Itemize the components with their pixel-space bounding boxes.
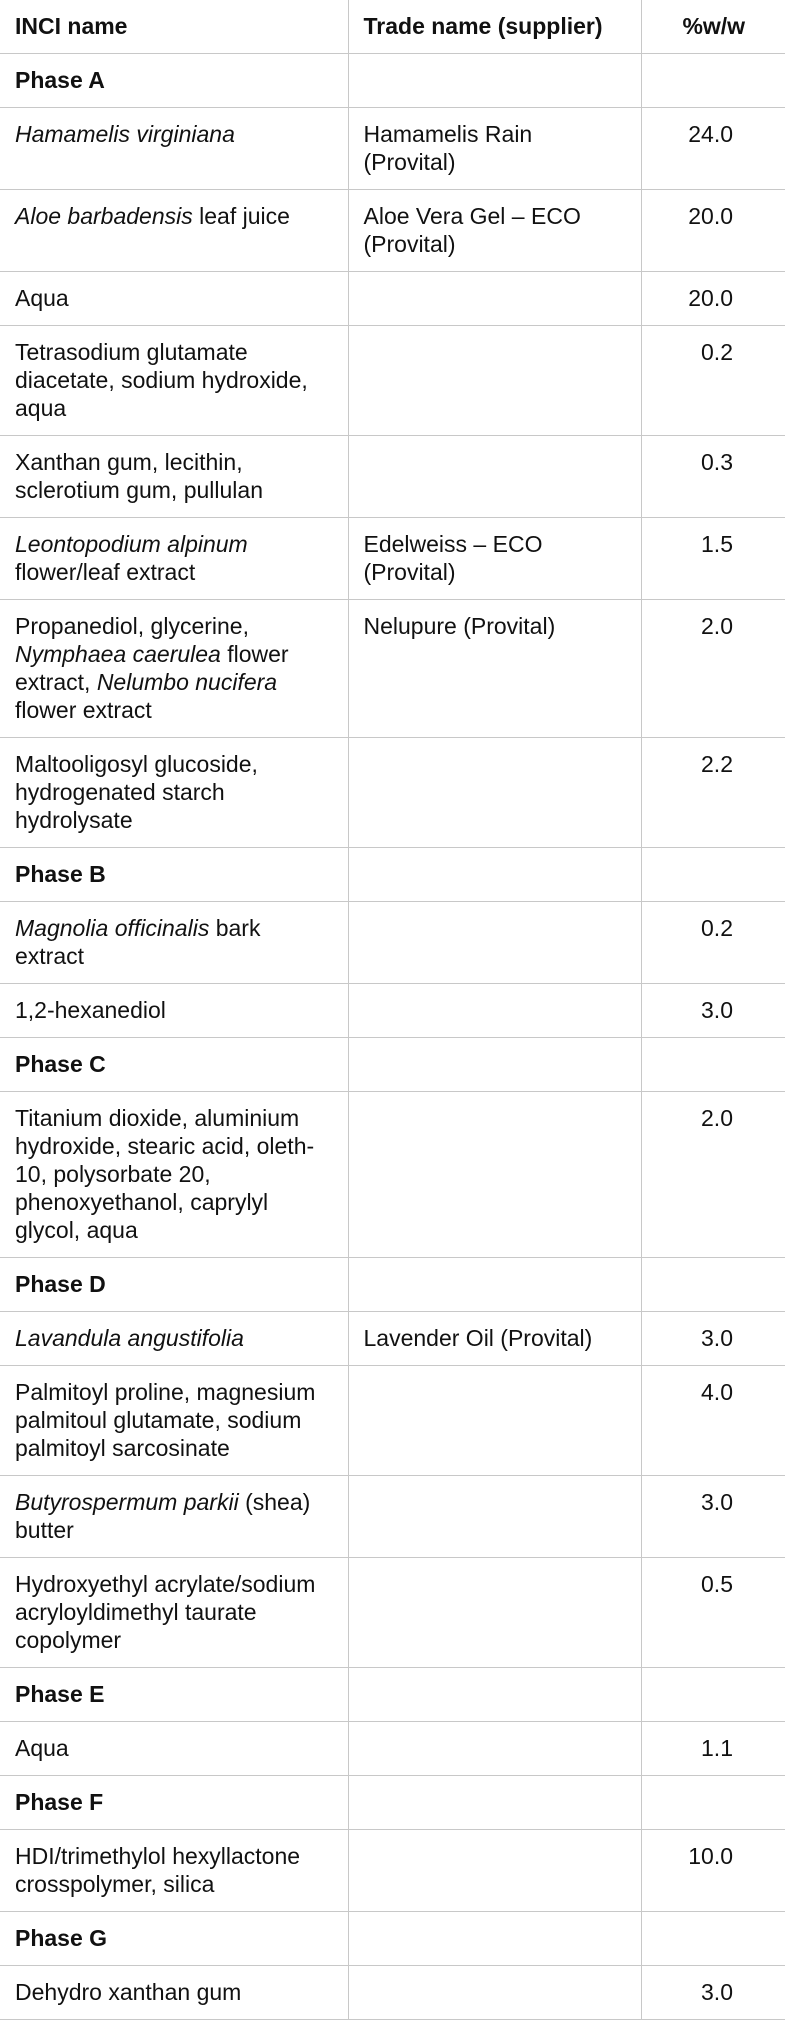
table-row bbox=[0, 272, 785, 326]
percent-cell bbox=[641, 1668, 785, 1722]
species-name: Leontopodium alpinum bbox=[15, 531, 248, 557]
trade-name-cell bbox=[348, 1722, 641, 1776]
trade-name-cell bbox=[348, 902, 641, 984]
inci-text: leaf juice bbox=[192, 203, 290, 229]
table-row bbox=[0, 1830, 785, 1912]
trade-name-cell bbox=[348, 984, 641, 1038]
percent-cell bbox=[641, 1776, 785, 1830]
percent-cell: 1.1 bbox=[641, 1722, 785, 1776]
percent-cell: 2.0 bbox=[641, 1092, 785, 1258]
inci-text: Hydroxyethyl acrylate/sodium acryloyldimethyl taurate copolymer bbox=[15, 1571, 316, 1653]
phase-label: Phase G bbox=[0, 1912, 348, 1966]
inci-name-cell bbox=[0, 738, 348, 848]
inci-text: Dehydro xanthan gum bbox=[15, 1979, 242, 2005]
trade-name-cell bbox=[348, 1092, 641, 1258]
header-inci-name: INCI name bbox=[0, 0, 348, 54]
table-header-row bbox=[0, 0, 785, 54]
inci-text: Aqua bbox=[15, 1735, 69, 1761]
trade-name-cell: Hamamelis Rain (Provital) bbox=[348, 108, 641, 190]
phase-label: Phase D bbox=[0, 1258, 348, 1312]
table-row bbox=[0, 738, 785, 848]
phase-label: Phase C bbox=[0, 1038, 348, 1092]
table-row bbox=[0, 1966, 785, 2020]
trade-name-cell: Edelweiss – ECO (Provital) bbox=[348, 518, 641, 600]
trade-name-cell bbox=[348, 272, 641, 326]
table-row bbox=[0, 108, 785, 190]
inci-text: Maltooligosyl glucoside, hydrogenated starch hydrolysate bbox=[15, 751, 258, 833]
table-row bbox=[0, 190, 785, 272]
percent-cell: 3.0 bbox=[641, 1476, 785, 1558]
inci-name-cell bbox=[0, 1722, 348, 1776]
phase-label: Phase F bbox=[0, 1776, 348, 1830]
trade-name-cell bbox=[348, 738, 641, 848]
trade-name-cell bbox=[348, 1558, 641, 1668]
inci-name-cell bbox=[0, 518, 348, 600]
table-row bbox=[0, 902, 785, 984]
phase-label: Phase B bbox=[0, 848, 348, 902]
percent-cell bbox=[641, 1258, 785, 1312]
inci-name-cell bbox=[0, 1830, 348, 1912]
header-percent-ww: %w/w bbox=[641, 0, 785, 54]
phase-row bbox=[0, 1776, 785, 1830]
percent-cell: 24.0 bbox=[641, 108, 785, 190]
inci-text: bark extract bbox=[15, 915, 261, 969]
inci-text: Propanediol, glycerine, bbox=[15, 613, 249, 639]
inci-name-cell bbox=[0, 1558, 348, 1668]
percent-cell: 2.2 bbox=[641, 738, 785, 848]
inci-name-cell bbox=[0, 436, 348, 518]
inci-name-cell bbox=[0, 108, 348, 190]
inci-name-cell bbox=[0, 1092, 348, 1258]
inci-text: flower extract bbox=[15, 697, 152, 723]
trade-name-cell bbox=[348, 326, 641, 436]
trade-name-cell bbox=[348, 1038, 641, 1092]
percent-cell bbox=[641, 1912, 785, 1966]
trade-name-cell bbox=[348, 54, 641, 108]
trade-name-cell bbox=[348, 1776, 641, 1830]
phase-row bbox=[0, 1912, 785, 1966]
phase-row bbox=[0, 54, 785, 108]
phase-row bbox=[0, 1668, 785, 1722]
table-row bbox=[0, 1366, 785, 1476]
inci-name-cell bbox=[0, 902, 348, 984]
species-name: Nymphaea caerulea bbox=[15, 641, 221, 667]
inci-name-cell bbox=[0, 984, 348, 1038]
inci-name-cell bbox=[0, 272, 348, 326]
table-row bbox=[0, 518, 785, 600]
inci-name-cell bbox=[0, 600, 348, 738]
percent-cell: 3.0 bbox=[641, 1966, 785, 2020]
percent-cell: 0.2 bbox=[641, 326, 785, 436]
trade-name-cell bbox=[348, 848, 641, 902]
inci-text: Tetrasodium glutamate diacetate, sodium hydroxide, aqua bbox=[15, 339, 308, 421]
trade-name-cell: Nelupure (Provital) bbox=[348, 600, 641, 738]
percent-cell bbox=[641, 1038, 785, 1092]
inci-text: (shea) butter bbox=[15, 1489, 311, 1543]
percent-cell: 3.0 bbox=[641, 984, 785, 1038]
percent-cell bbox=[641, 54, 785, 108]
species-name: Aloe barbadensis bbox=[15, 203, 193, 229]
table-row bbox=[0, 1722, 785, 1776]
trade-name-cell bbox=[348, 1668, 641, 1722]
trade-name-cell bbox=[348, 1476, 641, 1558]
species-name: Magnolia officinalis bbox=[15, 915, 210, 941]
table-row bbox=[0, 1312, 785, 1366]
percent-cell: 20.0 bbox=[641, 190, 785, 272]
percent-cell: 1.5 bbox=[641, 518, 785, 600]
percent-cell: 3.0 bbox=[641, 1312, 785, 1366]
trade-name-cell bbox=[348, 1912, 641, 1966]
inci-text: flower/leaf extract bbox=[15, 559, 196, 585]
table-row bbox=[0, 1092, 785, 1258]
table-row bbox=[0, 326, 785, 436]
phase-row bbox=[0, 848, 785, 902]
species-name: Hamamelis virginiana bbox=[15, 121, 235, 147]
percent-cell: 2.0 bbox=[641, 600, 785, 738]
table-row bbox=[0, 1558, 785, 1668]
inci-name-cell bbox=[0, 1312, 348, 1366]
inci-text: HDI/trimethylol hexyllactone crosspolymer, silica bbox=[15, 1843, 301, 1897]
table-body bbox=[0, 54, 785, 2020]
percent-cell: 0.5 bbox=[641, 1558, 785, 1668]
inci-name-cell bbox=[0, 190, 348, 272]
inci-text: Titanium dioxide, aluminium hydroxide, stearic acid, oleth-10, polysorbate 20, phenoxyethanol, caprylyl glycol, aqua bbox=[15, 1105, 315, 1243]
inci-name-cell bbox=[0, 1366, 348, 1476]
inci-text: Aqua bbox=[15, 285, 69, 311]
inci-text: Xanthan gum, lecithin, sclerotium gum, pullulan bbox=[15, 449, 264, 503]
percent-cell bbox=[641, 848, 785, 902]
percent-cell: 0.2 bbox=[641, 902, 785, 984]
inci-text: 1,2-hexanediol bbox=[15, 997, 166, 1023]
inci-name-cell bbox=[0, 326, 348, 436]
trade-name-cell bbox=[348, 1258, 641, 1312]
phase-row bbox=[0, 1258, 785, 1312]
percent-cell: 10.0 bbox=[641, 1830, 785, 1912]
percent-cell: 20.0 bbox=[641, 272, 785, 326]
species-name: Nelumbo nucifera bbox=[96, 669, 278, 695]
trade-name-cell bbox=[348, 1366, 641, 1476]
inci-name-cell bbox=[0, 1476, 348, 1558]
phase-label: Phase A bbox=[0, 54, 348, 108]
phase-row bbox=[0, 1038, 785, 1092]
inci-text: Palmitoyl proline, magnesium palmitoul glutamate, sodium palmitoyl sarcosinate bbox=[15, 1379, 316, 1461]
table-row bbox=[0, 984, 785, 1038]
trade-name-cell: Lavender Oil (Provital) bbox=[348, 1312, 641, 1366]
inci-name-cell bbox=[0, 1966, 348, 2020]
trade-name-cell: Aloe Vera Gel – ECO (Provital) bbox=[348, 190, 641, 272]
species-name: Butyrospermum parkii bbox=[15, 1489, 239, 1515]
trade-name-cell bbox=[348, 1966, 641, 2020]
trade-name-cell bbox=[348, 436, 641, 518]
table-row bbox=[0, 436, 785, 518]
species-name: Lavandula angustifolia bbox=[15, 1325, 244, 1351]
percent-cell: 4.0 bbox=[641, 1366, 785, 1476]
table-row bbox=[0, 1476, 785, 1558]
header-trade-name: Trade name (supplier) bbox=[348, 0, 641, 54]
table-row bbox=[0, 600, 785, 738]
phase-label: Phase E bbox=[0, 1668, 348, 1722]
inci-text: flower extract, bbox=[15, 641, 289, 695]
trade-name-cell bbox=[348, 1830, 641, 1912]
percent-cell: 0.3 bbox=[641, 436, 785, 518]
